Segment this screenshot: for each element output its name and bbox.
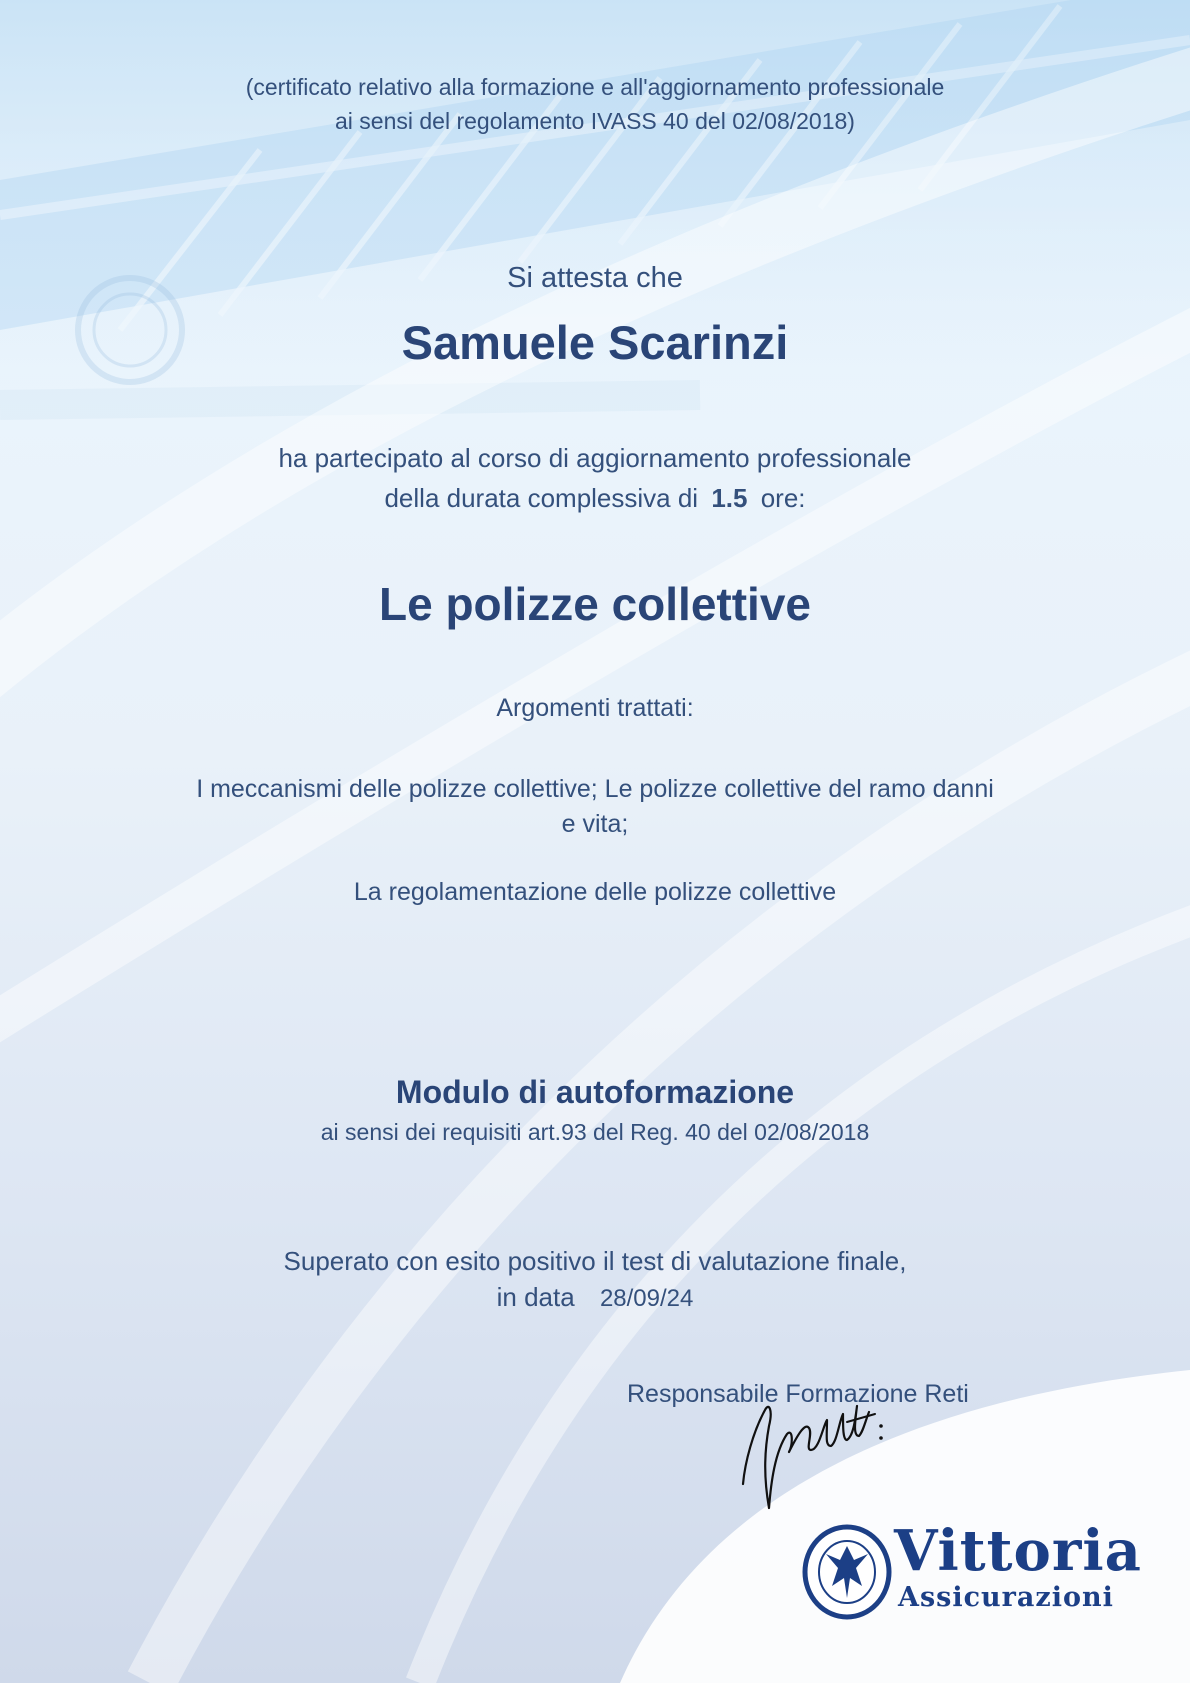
topics-heading: Argomenti trattati: bbox=[496, 694, 694, 722]
signature-image bbox=[735, 1392, 920, 1512]
topics-line-3: La regolamentazione delle polizze collettive bbox=[353, 878, 837, 906]
duration-suffix: ore: bbox=[760, 483, 806, 513]
participation-statement bbox=[0, 438, 1190, 518]
regulation-note bbox=[0, 70, 1190, 138]
logo-brand-subtitle: Assicurazioni bbox=[898, 1582, 1114, 1613]
regulation-note-line-1: (certificato relativo alla formazione e all'aggiornamento professionale bbox=[245, 74, 945, 100]
result-date-line bbox=[0, 1279, 1190, 1317]
participant-name: Samuele Scarinzi bbox=[401, 316, 789, 369]
result-date-prefix: in data bbox=[496, 1282, 575, 1312]
result-statement bbox=[0, 1243, 1190, 1317]
participation-line: ha partecipato al corso di aggiornamento professionale bbox=[278, 443, 912, 473]
signatory-role: Responsabile Formazione Reti bbox=[627, 1380, 969, 1408]
topics-list bbox=[0, 772, 1190, 842]
logo-brand-name: Vittoria bbox=[894, 1518, 1142, 1584]
result-line: Superato con esito positivo il test di valutazione finale, bbox=[283, 1246, 907, 1276]
module-note: ai sensi dei requisiti art.93 del Reg. 40 del 02/08/2018 bbox=[320, 1119, 870, 1145]
duration-line bbox=[0, 478, 1190, 518]
regulation-note-line-2: ai sensi del regolamento IVASS 40 del 02/08/2018) bbox=[335, 108, 855, 134]
duration-hours: 1.5 bbox=[711, 483, 748, 513]
course-title: Le polizze collettive bbox=[379, 578, 811, 630]
topics-line-2: e vita; bbox=[561, 810, 629, 838]
result-date: 28/09/24 bbox=[599, 1285, 694, 1312]
topics-line-1: I meccanismi delle polizze collettive; Le polizze collettive del ramo danni bbox=[196, 775, 994, 803]
company-logo bbox=[802, 1518, 1142, 1622]
module-title: Modulo di autoformazione bbox=[395, 1074, 795, 1110]
duration-prefix: della durata complessiva di bbox=[384, 483, 699, 513]
attestation-intro: Si attesta che bbox=[507, 262, 683, 294]
victory-seal-icon bbox=[802, 1524, 892, 1620]
